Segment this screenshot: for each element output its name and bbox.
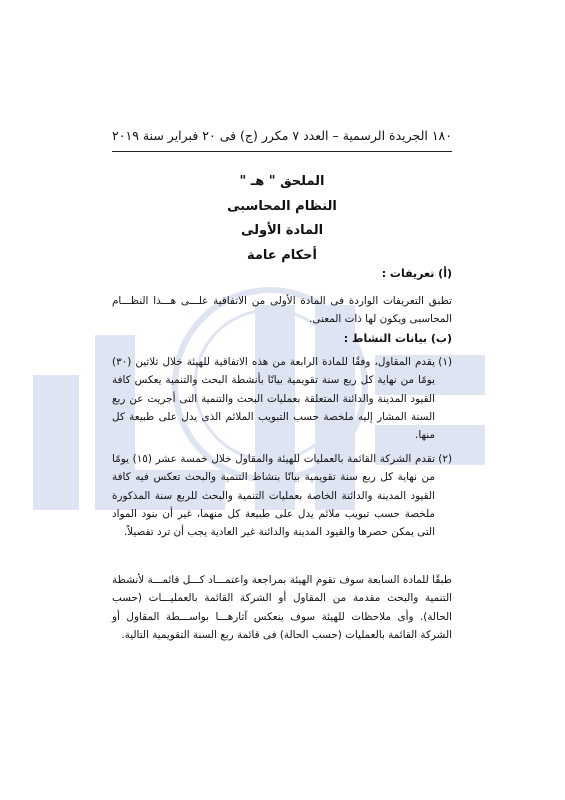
section-b-heading: (ب) بيانات النشاط : bbox=[343, 332, 452, 345]
list-item bbox=[112, 353, 452, 444]
general-provisions-title: أحكام عامة bbox=[246, 247, 317, 263]
closing-paragraph: طبقًا للمادة السابعة سوف تقوم الهيئة بمراجعة واعتمـــاد كـــل قائمـــة لأنشطة التنمية والبحث مقدمة من المقاول أو الشركة القائمة بالعمليـــات (حسب الحالة). وأى ملاحظات للهيئة سوف ينعكس آثارهـــا بواســـطة المقاول أو الشركة القائمة بالعمليات (حسب الحالة) فى قائمة ربع السنة التقويمية التالية. bbox=[112, 574, 452, 641]
item-number: (١) bbox=[438, 356, 452, 368]
title-block bbox=[112, 170, 452, 268]
annex-title: الملحق " هـ " bbox=[239, 174, 325, 189]
gazette-header: ١٨٠ الجريدة الرسمية – العدد ٧ مكرر (ج) فى ٢٠ فبراير سنة ٢٠١٩ bbox=[112, 128, 452, 143]
system-title: النظام المحاسبى bbox=[227, 198, 337, 214]
section-a-heading: (أ) تعريفات : bbox=[381, 267, 452, 280]
item-text: يقدم المقاول، وفقًا للمادة الرابعة من هذه الاتفاقية للهيئة خلال ثلاثين (٣٠) يومًا من نهاية كل ربع سنة تقويمية بيانًا بأنشطة البحث والتنمية يعكس كافة القيود المدينة والدائنة المتعلقة بعمليات البحث والتنمية التى أجريت عن ربع السنة المشار إليه ملخصة حسب التبويب الملائم الذى يدل على طبيعة كل منها. bbox=[112, 356, 435, 442]
header-rule bbox=[112, 151, 452, 152]
item-number: (٢) bbox=[438, 453, 452, 465]
item-text: تقدم الشركة القائمة بالعمليات للهيئة والمقاول خلال خمسة عشر (١٥) يومًا من نهاية كل ربع سنة تقويمية بيانًا بنشاط التنمية والبحث تعكس فيه كافة القيود المدينة والدائنة الخاصة بعمليات التنمية والبحث للربع سنة المذكورة ملخصة حسب تبويب ملائم يدل على طبيعة كل منهما، غير أن بنود المواد التى يمكن حصرها والقيود المدينة والدائنة غير العادية يجب أن ترد تفصيلاً. bbox=[112, 453, 435, 539]
list-item bbox=[112, 450, 452, 541]
article-title: المادة الأولى bbox=[240, 223, 324, 238]
section-a-paragraph: تطبق التعريفات الواردة فى المادة الأولى من الاتفاقية علـــى هـــذا النظـــام المحاسبى ويكون لها ذات المعنى. bbox=[112, 295, 452, 326]
